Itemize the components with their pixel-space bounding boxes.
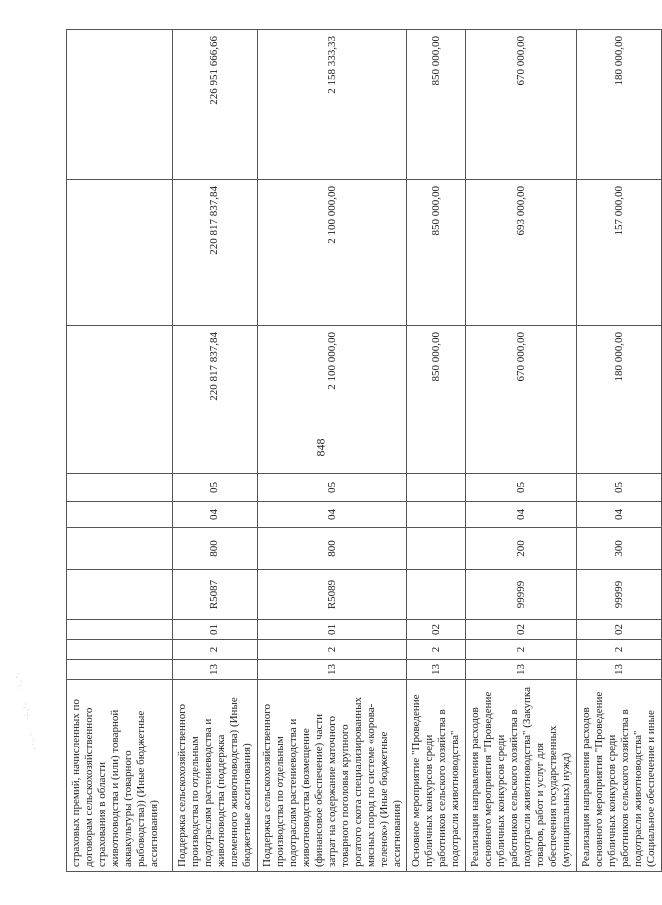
code-direction: [67, 570, 173, 620]
code-direction: 99999: [577, 570, 662, 620]
row-name: Реализация направления расходов основного мероприятия "Проведение публичных конкурсов среди работников сельского хозяйства в подотрасли животноводства" (Социальное обеспечение и иные: [577, 680, 662, 872]
page-number: 848: [313, 438, 328, 457]
row-name: Поддержка сельскохозяйственного производства по отдельным подотраслям растениеводства и животноводства (возмещение (финансовое обеспечение) части затрат на содержание маточного товарного поголовья крупного рогатого скота специализированных мясных пород по системе «корова-теленок») (Иные бюджетные ассигнования): [257, 680, 407, 872]
code-section: 04: [466, 502, 577, 528]
code-direction: 99999: [466, 570, 577, 620]
code-program: 13: [407, 660, 466, 680]
code-section: [67, 502, 173, 528]
amount-year-3: 2 158 333,33: [257, 30, 407, 180]
code-subsection: 05: [257, 474, 407, 502]
amount-year-3: 180 000,00: [577, 30, 662, 180]
table-row: [67, 30, 173, 872]
table-row: [577, 30, 662, 872]
code-subsection: 05: [173, 474, 258, 502]
code-subsection: 05: [577, 474, 662, 502]
code-expense-type: 300: [577, 528, 662, 570]
code-subsection: 05: [466, 474, 577, 502]
rotated-table-container: [66, 30, 657, 872]
amount-year-2: 850 000,00: [407, 180, 466, 326]
table-row: [407, 30, 466, 872]
code-section: 04: [577, 502, 662, 528]
code-expense-type: 800: [257, 528, 407, 570]
row-name: страховых премий, начисленных по договорам сельскохозяйственного страхования в области животноводства и (или) товарной аквакультуры (товарного рыбоводства)) (Иные бюджетные ассигнования): [67, 680, 173, 872]
amount-year-3: 850 000,00: [407, 30, 466, 180]
code-expense-type: 800: [173, 528, 258, 570]
code-direction: [407, 570, 466, 620]
code-section: 04: [173, 502, 258, 528]
code-subprogram: 2: [577, 640, 662, 660]
code-subsection: [407, 474, 466, 502]
code-subprogram: 2: [407, 640, 466, 660]
scan-mark: · ; ¸ ' ·: [15, 672, 23, 691]
code-event: 01: [257, 620, 407, 640]
row-name: Поддержка сельскохозяйственного производства по отдельным подотраслям растениеводства и животноводства (поддержка племенного животноводства) (Иные бюджетные ассигнования): [173, 680, 258, 872]
amount-year-2: 693 000,00: [466, 180, 577, 326]
code-event: 02: [466, 620, 577, 640]
amount-year-1: 2 100 000,00: [257, 326, 407, 474]
amount-year-3: 226 951 666,66: [173, 30, 258, 180]
code-program: [67, 660, 173, 680]
amount-year-1: 850 000,00: [407, 326, 466, 474]
code-subprogram: 2: [173, 640, 258, 660]
amount-year-2: [67, 180, 173, 326]
code-event: 02: [407, 620, 466, 640]
code-program: 13: [257, 660, 407, 680]
code-event: 01: [173, 620, 258, 640]
scan-mark: , · .· ': [30, 734, 37, 749]
code-program: 13: [577, 660, 662, 680]
code-program: 13: [173, 660, 258, 680]
amount-year-1: 220 817 837,84: [173, 326, 258, 474]
table-row: [257, 30, 407, 872]
code-subprogram: 2: [466, 640, 577, 660]
code-section: [407, 502, 466, 528]
row-name: Реализация направления расходов основного мероприятия "Проведение публичных конкурсов среди работников сельского хозяйства в подотрасли животноводства" (Закупка товаров, работ и услуг для обеспечения государственных (муниципальных) нужд): [466, 680, 577, 872]
code-subprogram: 2: [257, 640, 407, 660]
code-direction: R5089: [257, 570, 407, 620]
code-program: 13: [466, 660, 577, 680]
table-row: [173, 30, 258, 872]
row-name: Основное мероприятие "Проведение публичных конкурсов среди работников сельского хозяйства в подотрасли животноводства": [407, 680, 466, 872]
amount-year-1: 180 000,00: [577, 326, 662, 474]
scan-mark: . ;. ,' ·: [23, 702, 31, 721]
code-event: 02: [577, 620, 662, 640]
budget-table: [66, 29, 662, 872]
code-expense-type: [407, 528, 466, 570]
amount-year-1: [67, 326, 173, 474]
amount-year-1: 670 000,00: [466, 326, 577, 474]
code-expense-type: [67, 528, 173, 570]
amount-year-3: 670 000,00: [466, 30, 577, 180]
amount-year-2: 157 000,00: [577, 180, 662, 326]
code-section: 04: [257, 502, 407, 528]
amount-year-2: 220 817 837,84: [173, 180, 258, 326]
scan-artifacts: [4, 668, 44, 768]
code-subsection: [67, 474, 173, 502]
code-direction: R5087: [173, 570, 258, 620]
amount-year-2: 2 100 000,00: [257, 180, 407, 326]
code-subprogram: [67, 640, 173, 660]
table-row: [466, 30, 577, 872]
code-expense-type: 200: [466, 528, 577, 570]
amount-year-3: [67, 30, 173, 180]
code-event: [67, 620, 173, 640]
